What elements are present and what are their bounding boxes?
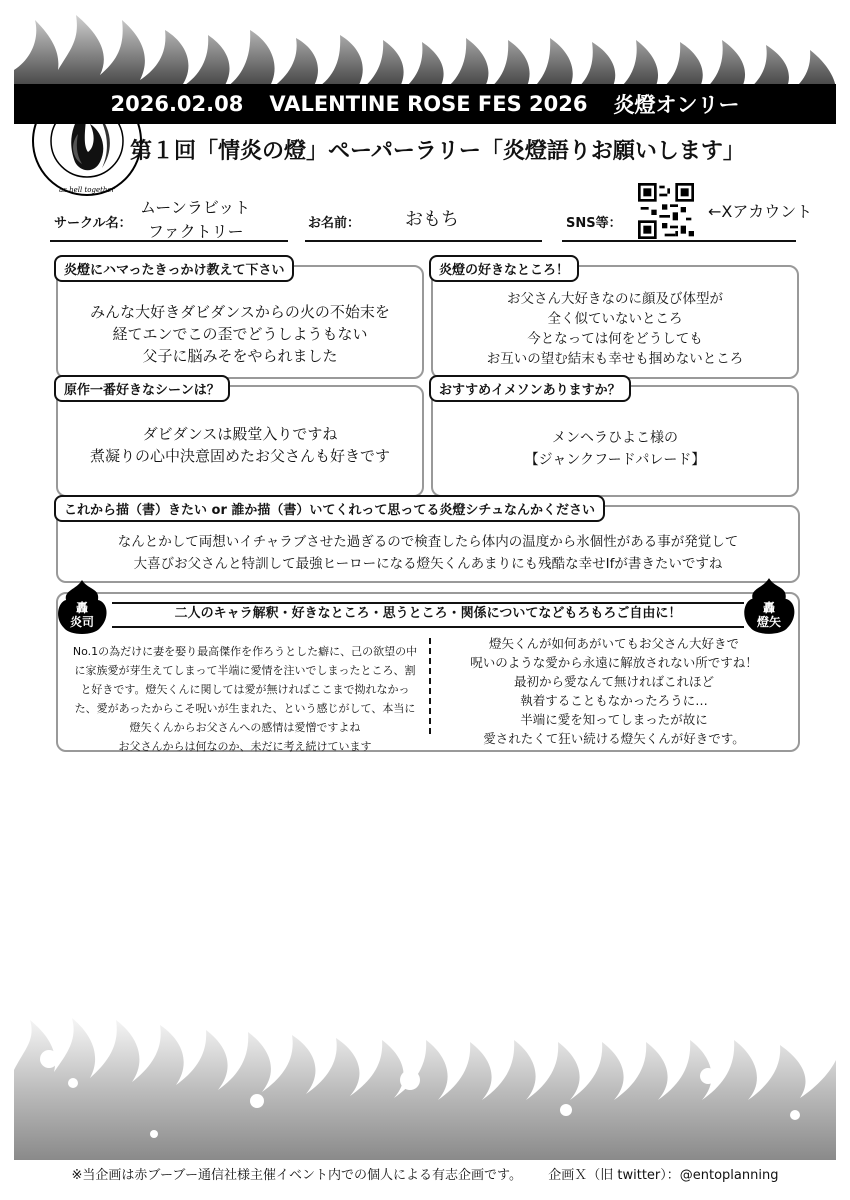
answer-line: メンヘラひよこ様の xyxy=(552,430,678,446)
answer-line: 全く似ていないところ xyxy=(547,311,683,327)
badge-line: 轟 xyxy=(75,601,88,615)
footer-contact-link[interactable]: 企画Ｘ（旧 twitter）：@entoplanning xyxy=(548,1168,779,1183)
comment-line: 燈矢くんからお父さんへの感情は愛憎ですよね xyxy=(129,721,361,734)
answer-line: なんとかして両想いイチャラブさせた過ぎるので検査したら体内の温度から氷個性がある事が発覚して xyxy=(117,534,739,550)
svg-text:as hell together: as hell together xyxy=(59,186,115,194)
answer-text xyxy=(433,427,797,471)
question-box-situation xyxy=(56,505,800,583)
question-label: これから描（書）きたい or 誰か描（書）いてくれって思ってる炎燈シチュなんかください xyxy=(54,495,605,522)
question-label: 炎燈にハマったきっかけ教えて下さい xyxy=(54,255,294,282)
bubble-decoration xyxy=(790,1110,800,1120)
comment-line: に家族愛が芽生えてしまって半端に愛情を注いでしまったところ、割 xyxy=(74,664,416,677)
circle-name-label: サークル名： xyxy=(54,216,132,231)
circle-name-value-1: ムーンラビット xyxy=(140,198,251,217)
bubble-decoration xyxy=(40,1050,58,1068)
answer-line: みんな大好きダビダンスからの火の不始末を xyxy=(90,303,390,321)
answer-line: 大喜びお父さんと特訓して最強ヒーローになる燈矢くんあまりにも残酷な幸せIfが書きたいですね xyxy=(133,556,723,572)
question-label: 原作一番好きなシーンは？ xyxy=(54,375,230,402)
footer-disclaimer: ※当企画は赤ブーブー通信社様主催イベント内での個人による有志企画です。 xyxy=(71,1168,522,1183)
free-comment-heading: 二人のキャラ解釈・好きなところ・思うところ・関係についてなどもろもろご自由に！ xyxy=(112,602,744,628)
answer-line: お互いの望む結末も幸せも掴めないところ xyxy=(486,351,744,367)
bubble-decoration xyxy=(68,1078,78,1088)
event-genre: 炎燈オンリー xyxy=(613,93,740,117)
circle-name-underline xyxy=(50,240,288,242)
answer-text xyxy=(433,289,797,369)
comment-line: 最初から愛なんて無ければこれほど xyxy=(513,674,714,689)
sns-label: SNS等： xyxy=(566,216,622,231)
answer-line: 経てエンでこの歪でどうしようもない xyxy=(112,325,368,343)
question-box-favorite-scene xyxy=(56,385,424,497)
comment-line: 燈矢くんが如何あがいてもお父さん大好きで xyxy=(488,636,739,651)
bubble-decoration xyxy=(250,1094,264,1108)
comment-line: 呪いのような愛から永遠に解放されない所ですね！ xyxy=(470,655,758,670)
comment-line: 執着することもなかったろうに… xyxy=(520,693,708,708)
answer-line: 【ジャンクフードパレード】 xyxy=(524,452,706,468)
comment-right xyxy=(436,634,792,748)
bubble-decoration xyxy=(150,1130,158,1138)
sns-underline xyxy=(562,240,796,242)
event-date: 2026.02.08 xyxy=(110,92,244,116)
badge-toya xyxy=(748,594,790,636)
name-value: おもち xyxy=(405,209,459,230)
circle-name-value-2: ファクトリー xyxy=(148,222,244,241)
answer-line: 父子に脳みそをやられました xyxy=(142,347,338,365)
answer-line: 煮凝りの心中決意固めたお父さんも好きです xyxy=(89,447,390,465)
page-title: 第１回「情炎の燈」ペーパーラリー「炎燈語りお願いします」 xyxy=(130,139,745,164)
comment-divider xyxy=(429,638,431,734)
comment-line: た、愛があったからこそ呪いが生まれた、という感じがして、本当に xyxy=(74,702,416,715)
answer-line: 今となっては何をどうしても xyxy=(527,331,703,347)
event-banner xyxy=(14,84,836,124)
question-label: おすすめイメソンありますか？ xyxy=(429,375,631,402)
question-label: 炎燈の好きなところ！ xyxy=(429,255,579,282)
event-name: VALENTINE ROSE FES 2026 xyxy=(269,92,588,116)
comment-line: 愛されたくて狂い続ける燈矢くんが好きです。 xyxy=(483,731,745,746)
badge-line: 燈矢 xyxy=(756,615,781,629)
answer-text xyxy=(58,423,422,467)
sns-value: ←Xアカウント xyxy=(708,202,813,221)
bubble-decoration xyxy=(400,1070,420,1090)
bubble-decoration xyxy=(700,1068,716,1084)
comment-line: と好きです。燈矢くんに関しては愛が無ければここまで拗れなかっ xyxy=(80,683,410,696)
name-underline xyxy=(305,240,542,242)
answer-text xyxy=(58,301,422,367)
answer-line: ダビダンスは殿堂入りですね xyxy=(142,425,338,443)
badge-line: 轟 xyxy=(762,601,775,615)
qr-code-icon[interactable] xyxy=(638,183,694,239)
badge-enji xyxy=(61,594,103,636)
answer-text xyxy=(58,531,798,575)
footer-note xyxy=(0,1164,850,1183)
bubble-decoration xyxy=(560,1104,572,1116)
badge-line: 炎司 xyxy=(69,615,94,629)
comment-line: 半端に愛を知ってしまったが故に xyxy=(520,712,708,727)
answer-line: お父さん大好きなのに顔及び体型が xyxy=(507,291,723,307)
comment-left xyxy=(64,642,426,756)
name-label: お名前： xyxy=(308,216,361,231)
comment-line: お父さんからは何なのか、未だに考え続けています xyxy=(118,740,372,753)
flame-footer-decoration xyxy=(0,1010,850,1170)
comment-line: No.1の為だけに妻を娶り最高傑作を作ろうとした癖に、己の欲望の中 xyxy=(72,645,418,658)
question-box-image-song xyxy=(431,385,799,497)
question-box-free-comment xyxy=(56,592,800,752)
question-box-trigger xyxy=(56,265,424,379)
question-box-favorite-points xyxy=(431,265,799,379)
